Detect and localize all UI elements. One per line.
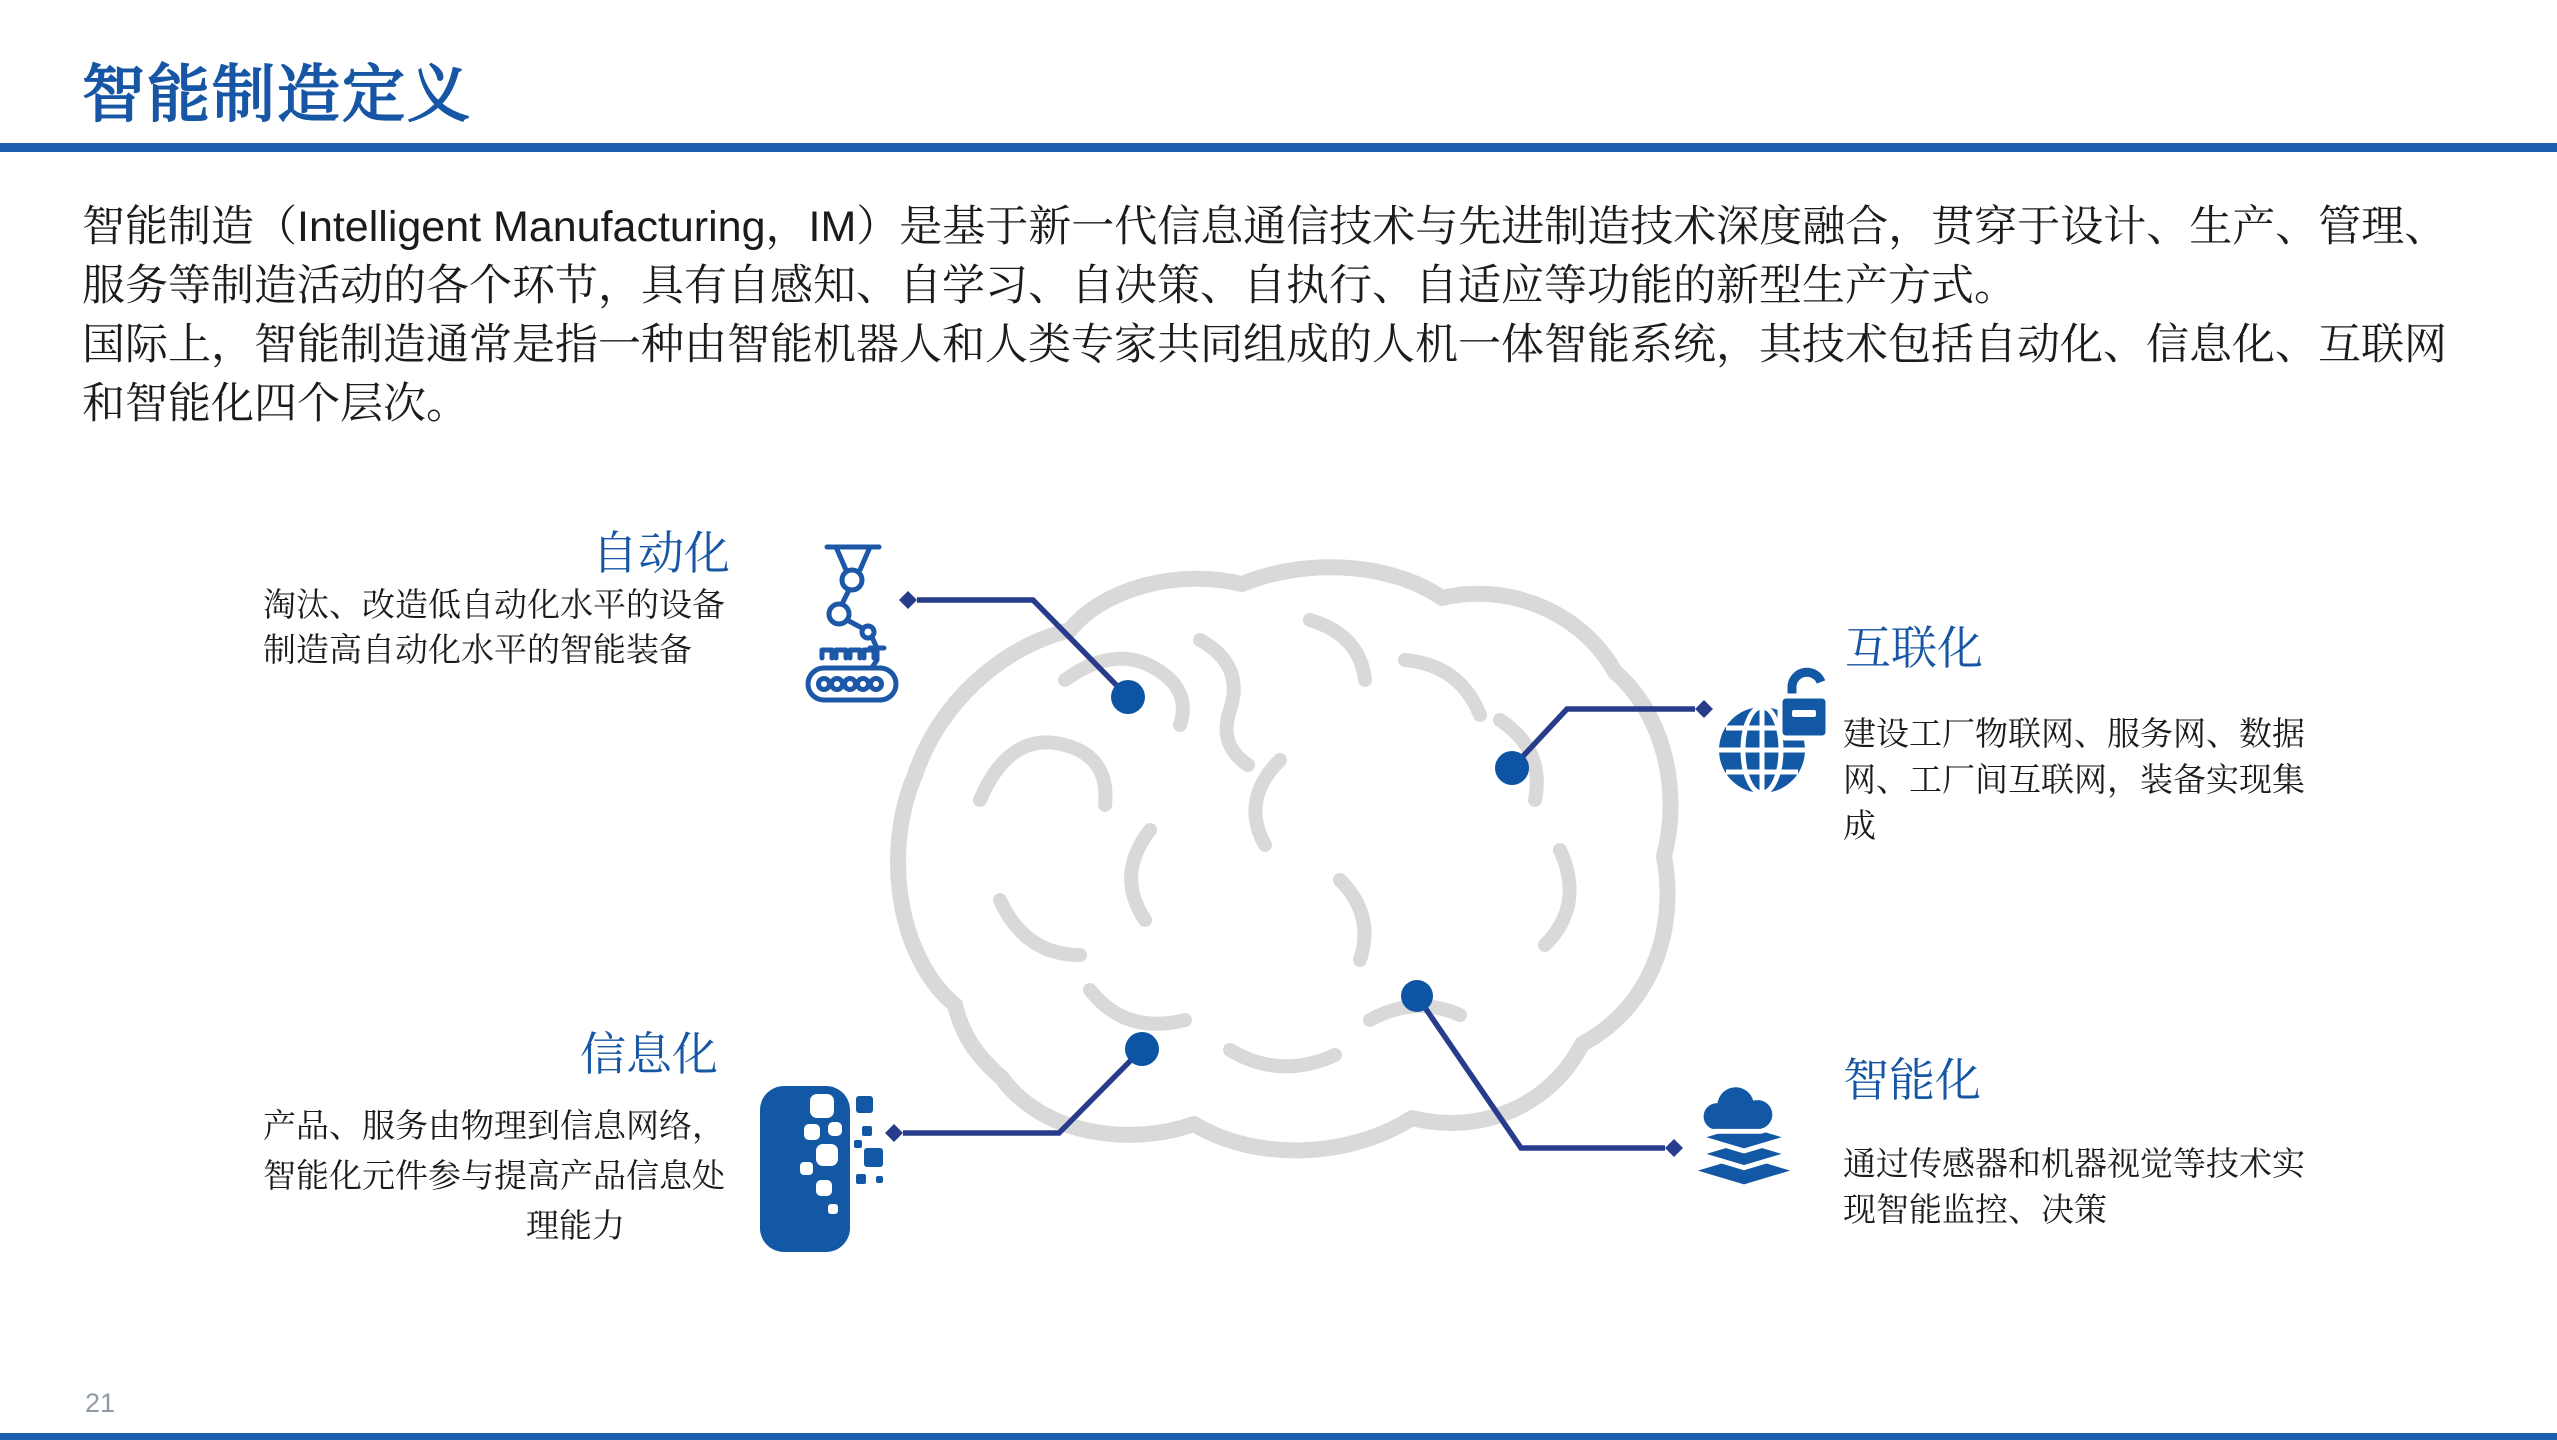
intro-line-4: 和智能化四个层次。 <box>82 381 469 428</box>
intro-line-2: 服务等制造活动的各个环节，具有自感知、自学习、自决策、自执行、自适应等功能的新型生产方式。 <box>82 263 2017 310</box>
callout-intelligence-title: 智能化 <box>1843 1055 1981 1106</box>
page-number: 21 <box>85 1388 116 1418</box>
informatization-desc-line: 产品、服务由物理到信息网络， <box>263 1109 725 1145</box>
data-pixels-icon <box>758 1082 890 1258</box>
interconnection-desc-line: 网、工厂间互联网，装备实现集 <box>1843 763 2305 799</box>
intro-line-1-cn-a: 智能制造（ <box>82 204 297 251</box>
callout-interconnection-title: 互联化 <box>1845 623 1983 674</box>
node-dot-informatization <box>1125 1032 1159 1066</box>
callout-automation-title: 自动化 <box>592 528 730 579</box>
automation-desc-line: 淘汰、改造低自动化水平的设备 <box>263 588 725 624</box>
diamond-endpoint-intelligence <box>1665 1139 1683 1157</box>
globe-padlock-icon <box>1718 646 1833 806</box>
callout-interconnection-desc <box>1843 712 2305 850</box>
informatization-desc-line: 理能力 <box>526 1209 625 1245</box>
callout-informatization <box>263 1029 725 1252</box>
bottom-divider <box>0 1433 2557 1440</box>
intelligence-desc-line: 通过传感器和机器视觉等技术实 <box>1843 1147 2305 1183</box>
diamond-endpoint-interconnection <box>1695 700 1713 718</box>
node-dot-interconnection <box>1495 751 1529 785</box>
informatization-desc-line: 智能化元件参与提高产品信息处 <box>263 1159 725 1195</box>
callout-informatization-title: 信息化 <box>580 1029 718 1080</box>
intro-line-3: 国际上，智能制造通常是指一种由智能机器人和人类专家共同组成的人机一体智能系统，其技术包括自动化、信息化、互联网 <box>82 322 2447 369</box>
intro-line-1-cn-b: ）是基于新一代信息通信技术与先进制造技术深度融合，贯穿于设计、生产、管理、 <box>856 204 2448 251</box>
intro-line-1-latin: Intelligent Manufacturing，IM <box>297 203 857 251</box>
interconnection-desc-line: 建设工厂物联网、服务网、数据 <box>1843 717 2305 753</box>
brain-graphic <box>898 567 1671 1150</box>
connector-informatization <box>885 1032 1159 1142</box>
robot-arm-conveyor-icon <box>800 540 905 710</box>
callout-informatization-desc <box>263 1102 725 1252</box>
automation-desc-line: 制造高自动化水平的智能装备 <box>263 633 692 669</box>
interconnection-desc-line: 成 <box>1843 809 1876 845</box>
intelligence-desc-line: 现智能监控、决策 <box>1843 1193 2107 1229</box>
callout-intelligence-desc <box>1843 1142 2305 1234</box>
page-title: 智能制造定义 <box>82 60 472 130</box>
node-dot-automation <box>1111 680 1145 714</box>
callout-automation-desc <box>263 584 725 674</box>
node-dot-intelligence <box>1401 980 1433 1012</box>
cloud-layers-icon <box>1688 1086 1801 1210</box>
